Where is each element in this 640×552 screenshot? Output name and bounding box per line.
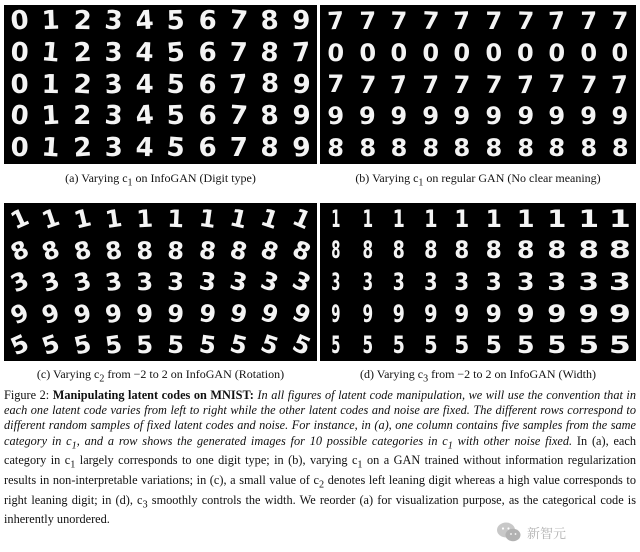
digit-cell: 9: [516, 299, 535, 328]
digit-cell: 9: [6, 297, 33, 330]
digit-cell: 7: [326, 6, 345, 36]
digit-cell: 7: [611, 70, 630, 99]
digit-cell: 9: [197, 298, 218, 329]
digit-cell: 1: [547, 204, 567, 233]
digit-cell: 5: [609, 331, 632, 360]
digit-cell: 1: [485, 204, 502, 233]
digit-cell: 5: [454, 331, 470, 360]
digit-cell: 0: [484, 38, 503, 67]
digit-cell: 3: [103, 5, 124, 37]
digit-cell: 1: [257, 203, 283, 235]
digit-cell: 7: [579, 70, 598, 99]
digit-cell: 9: [392, 299, 406, 328]
digit-cell: 0: [10, 69, 30, 100]
digit-cell: 8: [516, 133, 534, 163]
digit-cell: 6: [197, 37, 218, 68]
digit-cell: 0: [10, 37, 30, 68]
digit-cell: 2: [72, 132, 93, 164]
digit-cell: 7: [390, 6, 408, 36]
digit-cell: 7: [358, 6, 376, 36]
digit-cell: 1: [41, 5, 61, 37]
digit-cell: 1: [41, 100, 61, 132]
digit-cell: 9: [38, 297, 64, 330]
digit-cell: 4: [135, 69, 155, 100]
digit-cell: 8: [260, 132, 280, 164]
digit-cell: 5: [38, 329, 64, 361]
digit-grid-c: [4, 203, 317, 361]
digit-cell: 9: [291, 69, 312, 100]
caption-b: (b) Varying $c_1$ on regular GAN (No clear meaning): [355, 171, 601, 189]
digit-cell: 8: [331, 236, 341, 265]
digit-cell: 5: [485, 331, 502, 360]
digit-cell: 3: [485, 267, 502, 296]
digit-grid-panel-d: [320, 203, 636, 361]
digit-cell: 1: [135, 204, 154, 234]
digit-cell: 3: [135, 267, 154, 297]
digit-cell: 1: [609, 204, 632, 233]
digit-cell: 0: [326, 38, 345, 67]
caption-c: (c) Varying $c_2$ from −2 to 2 on InfoGAN (Rotation): [36, 367, 285, 385]
digit-cell: 6: [198, 101, 217, 132]
digit-grid-panel-a: [4, 5, 317, 164]
digit-cell: 8: [260, 69, 280, 100]
digit-cell: 0: [611, 38, 629, 67]
wechat-logo-icon: [496, 519, 522, 545]
digit-cell: 5: [257, 329, 283, 361]
digit-cell: 0: [9, 100, 30, 133]
digit-cell: 8: [227, 234, 251, 266]
digit-cell: 7: [358, 70, 377, 99]
digit-cell: 5: [578, 331, 599, 360]
digit-cell: 9: [609, 299, 632, 328]
digit-cell: 5: [103, 330, 124, 361]
digit-cell: 7: [389, 70, 409, 99]
digit-cell: 3: [103, 100, 124, 132]
digit-cell: 9: [167, 299, 186, 328]
digit-cell: 1: [41, 69, 61, 100]
digit-cell: 0: [517, 38, 534, 67]
digit-cell: 7: [421, 6, 440, 36]
digit-cell: 1: [38, 203, 64, 235]
digit-cell: 7: [421, 70, 440, 99]
digit-cell: 3: [288, 265, 315, 299]
digit-cell: 5: [516, 331, 535, 360]
digit-cell: 8: [579, 133, 598, 163]
digit-cell: 9: [326, 101, 345, 131]
digit-cell: 9: [359, 102, 376, 131]
digit-cell: 7: [516, 6, 535, 36]
digit-cell: 7: [327, 70, 345, 99]
digit-cell: 0: [390, 38, 408, 67]
digit-cell: 4: [135, 132, 155, 164]
digit-cell: 9: [578, 299, 599, 328]
digit-grid-panel-c: [4, 203, 317, 361]
digit-cell: 2: [72, 68, 93, 101]
digit-cell: 3: [609, 267, 632, 296]
digit-cell: 3: [38, 266, 64, 298]
digit-cell: 8: [423, 236, 438, 265]
digit-cell: 5: [135, 330, 154, 360]
digit-cell: 1: [167, 204, 186, 234]
digit-cell: 5: [197, 330, 218, 361]
digit-cell: 8: [135, 235, 154, 265]
digit-cell: 1: [197, 203, 218, 234]
digit-cell: 6: [197, 68, 218, 101]
digit-cell: 3: [257, 266, 283, 298]
digit-cell: 1: [227, 203, 251, 235]
digit-cell: 6: [197, 132, 218, 164]
digit-cell: 3: [547, 267, 567, 296]
digit-cell: 1: [331, 204, 341, 233]
digit-cell: 1: [288, 203, 315, 235]
digit-cell: 0: [358, 38, 377, 68]
digit-cell: 3: [167, 267, 186, 297]
digit-cell: 5: [166, 5, 186, 37]
digit-cell: 8: [547, 133, 567, 163]
digit-cell: 9: [390, 101, 408, 131]
digit-cell: 0: [453, 38, 472, 68]
digit-cell: 8: [454, 236, 470, 265]
digit-cell: 3: [227, 266, 251, 298]
digit-cell: 9: [70, 298, 94, 330]
digit-cell: 3: [392, 267, 406, 296]
digit-cell: 8: [197, 235, 218, 266]
digit-cell: 0: [9, 5, 30, 37]
digit-cell: 5: [165, 132, 187, 164]
digit-cell: 7: [611, 6, 629, 36]
digit-cell: 8: [38, 234, 64, 267]
digit-cell: 8: [485, 133, 503, 163]
figure-title: Manipulating latent codes on MNIST:: [52, 388, 254, 402]
digit-cell: 9: [362, 299, 373, 328]
digit-cell: 9: [421, 101, 440, 131]
digit-cell: 7: [228, 69, 249, 100]
digit-cell: 8: [453, 133, 472, 163]
digit-cell: 7: [453, 70, 471, 99]
digit-cell: 7: [547, 6, 567, 36]
digit-cell: 5: [166, 100, 186, 132]
digit-cell: 5: [227, 329, 251, 361]
digit-cell: 2: [72, 37, 93, 69]
digit-cell: 1: [423, 204, 438, 233]
digit-cell: 8: [358, 133, 377, 163]
digit-cell: 7: [485, 6, 503, 35]
digit-cell: 1: [392, 204, 406, 233]
digit-cell: 5: [288, 329, 315, 361]
digit-cell: 9: [291, 132, 312, 164]
digit-cell: 3: [104, 132, 123, 164]
digit-cell: 9: [547, 299, 567, 328]
digit-cell: 5: [167, 330, 186, 360]
digit-cell: 9: [227, 298, 251, 330]
digit-cell: 1: [454, 204, 470, 233]
digit-cell: 8: [6, 234, 33, 267]
digit-cell: 3: [70, 266, 94, 298]
digit-cell: 8: [609, 236, 632, 265]
digit-cell: 8: [485, 236, 502, 265]
digit-cell: 7: [229, 133, 248, 164]
digit-cell: 5: [6, 329, 33, 361]
digit-cell: 6: [197, 5, 218, 37]
digit-cell: 3: [423, 267, 438, 296]
digit-cell: 9: [288, 297, 315, 330]
digit-cell: 3: [103, 68, 124, 101]
figure-label: Figure 2:: [4, 388, 53, 402]
digit-cell: 4: [134, 5, 155, 37]
figure-caption: Figure 2: Manipulating latent codes on MNIST: In all figures of latent code manipulation, we will use the convention that in each one latent code varies from left to right while the other latent codes and noise are fixed. The different rows correspond to different random samples of fixed latent codes and noise. For instance, in (a), one column contains five samples from the same category in $c_1$, and a row shows the generated images for 10 possible categories in $c_1$ with other noise fixed. In (a), each category in $c_1$ largely corresponds to one digit type; in (b), varying $c_1$ on a GAN trained without information regularization results in non-interpretable variations; in (c), a small value of $c_2$ denotes left leaning digit whereas a high value corresponds to right leaning digit; in (d), $c_3$ smoothly controls the width. We reorder (a) for visualization purpose, as the categorical code is inherently unordered.: [4, 388, 636, 527]
digit-cell: 3: [103, 266, 124, 298]
digit-cell: 7: [484, 70, 503, 99]
digit-cell: 8: [167, 236, 186, 265]
digit-cell: 9: [548, 101, 566, 131]
digit-cell: 9: [580, 102, 597, 131]
digit-cell: 9: [453, 102, 471, 131]
digit-cell: 7: [516, 70, 535, 99]
digit-cell: 3: [197, 266, 218, 297]
digit-grid-b: [320, 5, 636, 164]
digit-cell: 5: [70, 329, 94, 361]
digit-cell: 8: [326, 133, 345, 163]
digit-cell: 9: [423, 299, 438, 328]
digit-cell: 8: [516, 236, 535, 265]
digit-cell: 2: [72, 5, 92, 37]
digit-cell: 9: [331, 299, 341, 328]
digit-cell: 1: [103, 203, 124, 234]
watermark-logo: [496, 512, 604, 552]
digit-cell: 9: [611, 101, 630, 131]
digit-cell: 5: [166, 69, 186, 100]
digit-cell: 8: [257, 234, 283, 267]
digit-cell: 0: [10, 132, 29, 164]
digit-cell: 9: [292, 5, 311, 36]
digit-cell: 0: [548, 38, 566, 67]
digit-cell: 8: [421, 133, 440, 163]
digit-cell: 7: [453, 6, 472, 36]
digit-cell: 8: [103, 235, 124, 266]
digit-cell: 8: [259, 100, 281, 132]
digit-cell: 8: [390, 134, 408, 163]
digit-cell: 7: [548, 70, 566, 99]
digit-cell: 9: [485, 299, 502, 328]
digit-cell: 0: [421, 38, 440, 67]
digit-cell: 5: [331, 331, 341, 360]
digit-cell: 9: [454, 299, 470, 328]
digit-cell: 9: [485, 102, 503, 131]
digit-cell: 7: [291, 37, 312, 69]
digit-cell: 3: [362, 267, 373, 296]
digit-cell: 8: [578, 236, 599, 265]
digit-cell: 5: [165, 36, 187, 69]
digit-cell: 8: [392, 236, 406, 265]
digit-cell: 3: [516, 267, 535, 296]
digit-cell: 8: [259, 37, 281, 69]
digit-grid-a: [4, 5, 317, 164]
digit-cell: 5: [392, 331, 406, 360]
digit-grid-panel-b: [320, 5, 636, 164]
digit-cell: 7: [228, 5, 250, 37]
digit-cell: 3: [331, 267, 341, 296]
digit-cell: 3: [578, 267, 599, 296]
digit-cell: 8: [70, 234, 94, 266]
digit-cell: 1: [70, 203, 94, 235]
digit-cell: 2: [73, 101, 92, 132]
digit-cell: 7: [229, 37, 249, 68]
watermark-text: 新智元: [527, 526, 567, 542]
digit-cell: 5: [423, 331, 438, 360]
digit-cell: 5: [547, 331, 567, 360]
digit-cell: 1: [516, 204, 535, 233]
digit-cell: 7: [228, 100, 249, 132]
digit-cell: 8: [611, 134, 629, 163]
caption-d: (d) Varying $c_3$ from −2 to 2 on InfoGAN (Width): [359, 367, 597, 385]
digit-cell: 8: [547, 236, 567, 265]
digit-cell: 9: [292, 101, 311, 132]
digit-cell: 7: [579, 6, 598, 36]
digit-cell: 5: [362, 331, 373, 360]
digit-cell: 1: [362, 204, 373, 233]
digit-cell: 1: [40, 132, 62, 164]
digit-cell: 9: [135, 299, 154, 328]
digit-cell: 0: [579, 38, 598, 68]
digit-cell: 1: [6, 203, 33, 235]
digit-cell: 9: [516, 101, 535, 131]
digit-cell: 9: [103, 298, 124, 329]
digit-cell: 9: [257, 297, 283, 330]
digit-cell: 4: [134, 100, 156, 133]
digit-cell: 4: [135, 37, 155, 69]
digit-cell: 3: [454, 267, 470, 296]
caption-a: (a) Varying $c_1$ on InfoGAN (Digit type): [65, 171, 256, 189]
digit-cell: 1: [40, 36, 62, 69]
digit-cell: 3: [6, 265, 33, 299]
digit-cell: 8: [362, 236, 373, 265]
digit-cell: 8: [288, 234, 315, 267]
digit-cell: 3: [104, 37, 123, 68]
digit-cell: 8: [260, 5, 280, 37]
digit-grid-d: [320, 203, 636, 361]
digit-cell: 1: [578, 204, 599, 233]
